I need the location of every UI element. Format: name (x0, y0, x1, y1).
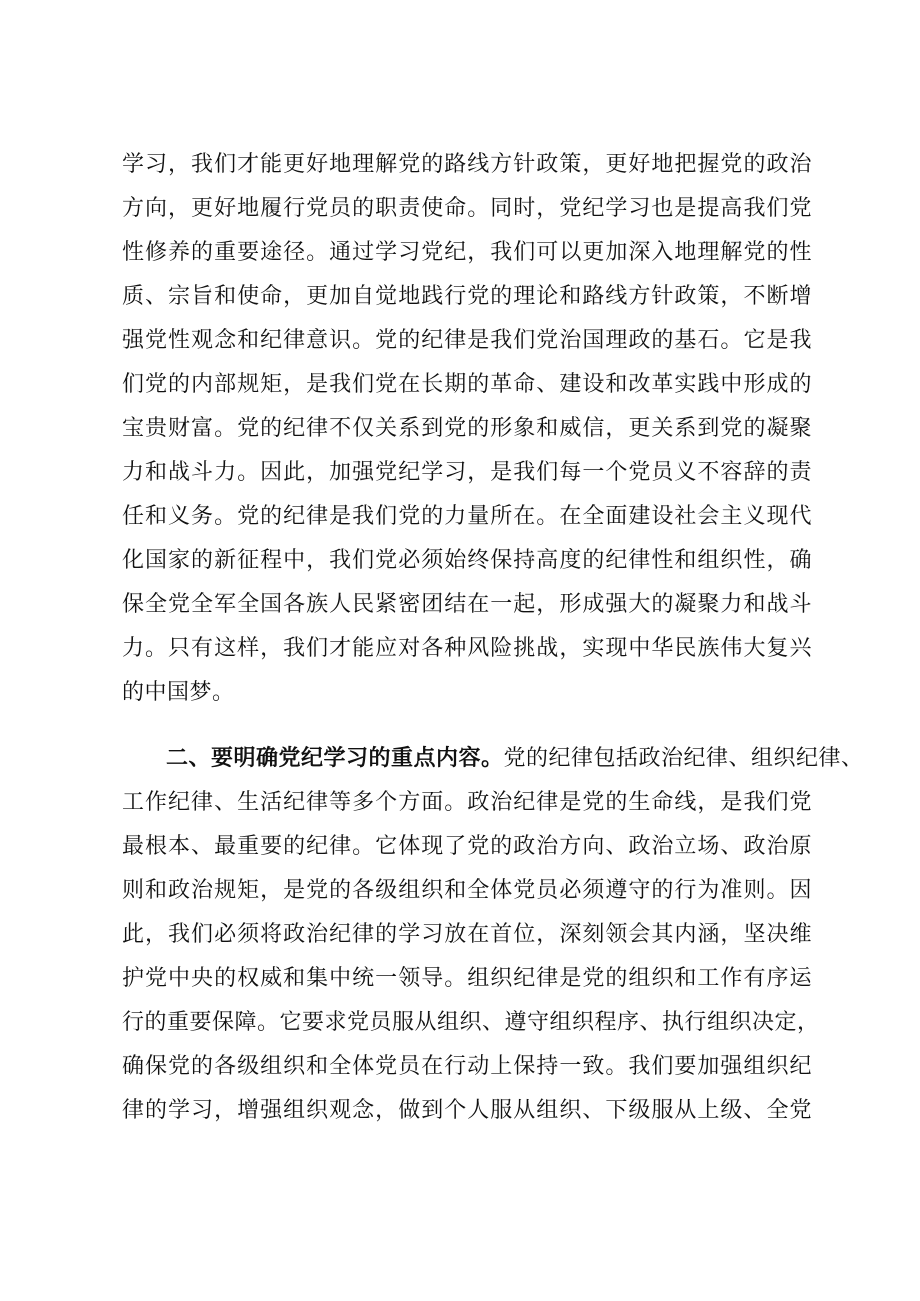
paragraph-first-line (122, 737, 864, 781)
paragraph-line: 行的重要保障。它要求党员服从组织、遵守组织程序、执行组织决定， (122, 1010, 820, 1035)
paragraph-line: 质、宗旨和使命，更加自觉地践行党的理论和路线方针政策，不断增 (122, 284, 812, 309)
paragraph-line: 化国家的新征程中，我们党必须始终保持高度的纪律性和组织性，确 (122, 548, 812, 573)
paragraph-line: 确保党的各级组织和全体党员在行动上保持一致。我们要加强组织纪 (122, 1054, 812, 1079)
paragraph-line: 保全党全军全国各族人民紧密团结在一起，形成强大的凝聚力和战斗 (122, 592, 812, 617)
paragraph-line: 性修养的重要途径。通过学习党纪，我们可以更加深入地理解党的性 (122, 240, 812, 265)
paragraph-1 (122, 143, 812, 715)
paragraph-line: 力。只有这样，我们才能应对各种风险挑战，实现中华民族伟大复兴 (122, 636, 812, 661)
paragraph-line: 工作纪律、生活纪律等多个方面。政治纪律是党的生命线，是我们党 (122, 790, 812, 815)
paragraph-line: 方向，更好地履行党员的职责使命。同时，党纪学习也是提高我们党 (122, 196, 812, 221)
paragraph-line: 护党中央的权威和集中统一领导。组织纪律是党的组织和工作有序运 (122, 966, 812, 991)
paragraph-line: 的中国梦。 (122, 680, 235, 705)
paragraph-first-line-text: 党的纪律包括政治纪律、组织纪律、 (503, 746, 864, 771)
paragraph-line: 宝贵财富。党的纪律不仅关系到党的形象和威信，更关系到党的凝聚 (122, 416, 812, 441)
paragraph-line: 任和义务。党的纪律是我们党的力量所在。在全面建设社会主义现代 (122, 504, 812, 529)
paragraph-2 (122, 737, 864, 1133)
paragraph-line: 学习，我们才能更好地理解党的路线方针政策，更好地把握党的政治 (122, 152, 812, 177)
paragraph-line: 力和战斗力。因此，加强党纪学习，是我们每一个党员义不容辞的责 (122, 460, 812, 485)
paragraph-line: 强党性观念和纪律意识。党的纪律是我们党治国理政的基石。它是我 (122, 328, 812, 353)
paragraph-line: 则和政治规矩，是党的各级组织和全体党员必须遵守的行为准则。因 (122, 878, 812, 903)
paragraph-line: 最根本、最重要的纪律。它体现了党的政治方向、政治立场、政治原 (122, 834, 812, 859)
paragraph-line: 律的学习，增强组织观念，做到个人服从组织、下级服从上级、全党 (122, 1098, 812, 1123)
paragraph-line: 此，我们必须将政治纪律的学习放在首位，深刻领会其内涵，坚决维 (122, 922, 812, 947)
paragraph-line: 们党的内部规矩，是我们党在长期的革命、建设和改革实践中形成的 (122, 372, 812, 397)
section-heading: 二、要明确党纪学习的重点内容。 (166, 746, 504, 771)
